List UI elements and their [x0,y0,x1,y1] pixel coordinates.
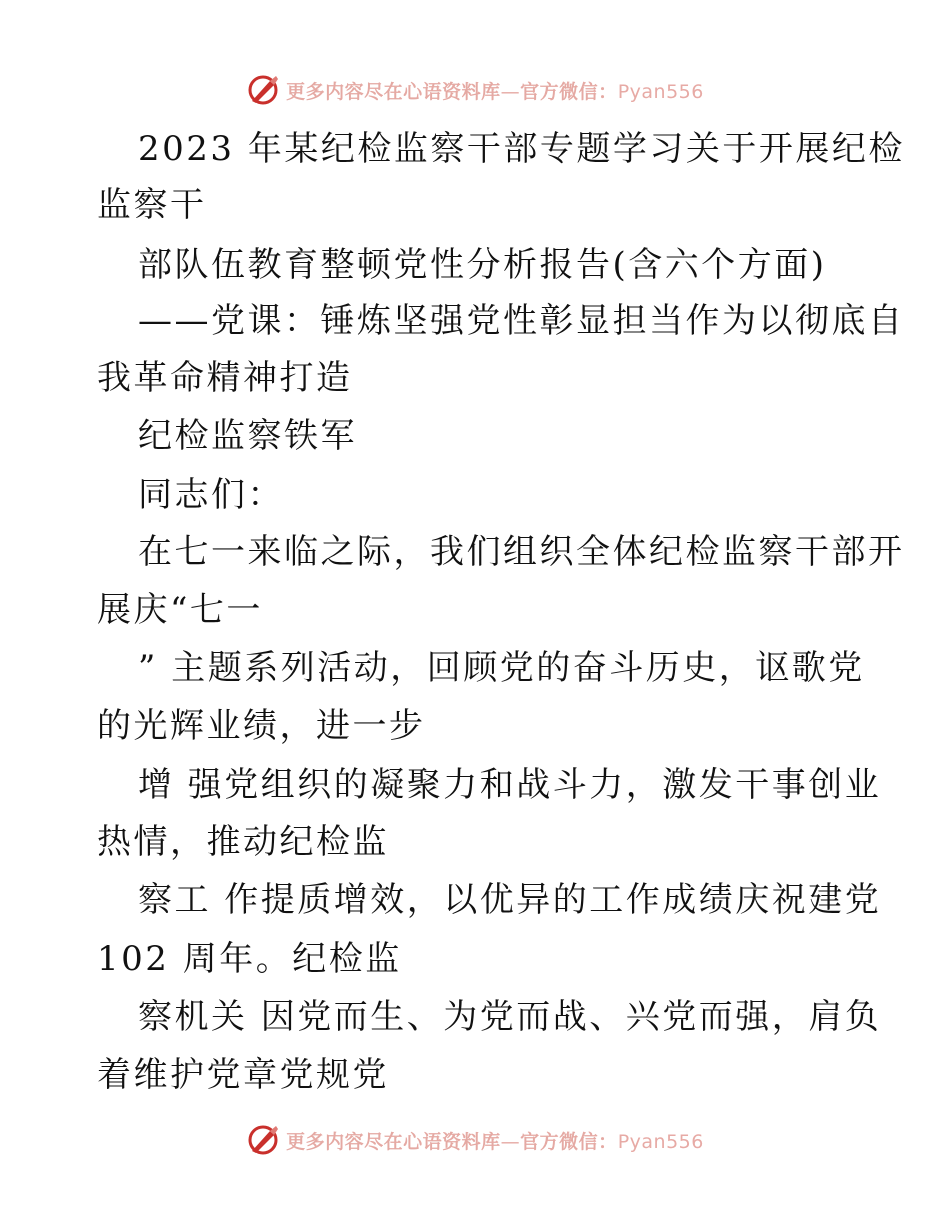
doc-line: 展庆“七一 [97,590,263,630]
quill-logo-icon [246,1123,280,1157]
doc-line: 察工 作提质增效，以优异的工作成绩庆祝建党 [138,880,882,920]
doc-line: ” 主题系列活动，回顾党的奋斗历史，讴歌党 [138,648,865,688]
doc-line: 的光辉业绩，进一步 [97,706,426,746]
doc-line: 在七一来临之际，我们组织全体纪检监察干部开 [138,532,905,572]
doc-line: 着维护党章党规党 [97,1055,389,1095]
doc-line: ——党课：锤炼坚强党性彰显担当作为以彻底自 [138,301,905,341]
doc-line: 我革命精神打造 [97,358,353,398]
doc-line: 部队伍教育整顿党性分析报告(含六个方面) [138,245,827,285]
quill-logo-icon [246,73,280,107]
footer-watermark [0,1120,950,1160]
doc-line: 纪检监察铁军 [138,416,357,456]
doc-line: 2023 年某纪检监察干部专题学习关于开展纪检 [138,129,905,169]
doc-line: 监察干 [97,185,207,225]
watermark-text: 更多内容尽在心语资料库—官方微信：Pyan556 [286,1130,704,1153]
header-watermark [0,70,950,110]
doc-line: 增 强党组织的凝聚力和战斗力，激发干事创业 [138,765,882,805]
doc-line: 热情，推动纪检监 [97,822,389,862]
watermark-text: 更多内容尽在心语资料库—官方微信：Pyan556 [286,80,704,103]
doc-line: 察机关 因党而生、为党而战、兴党而强，肩负 [138,997,882,1037]
doc-line: 同志们： [138,475,284,515]
doc-line: 102 周年。纪检监 [97,939,402,979]
